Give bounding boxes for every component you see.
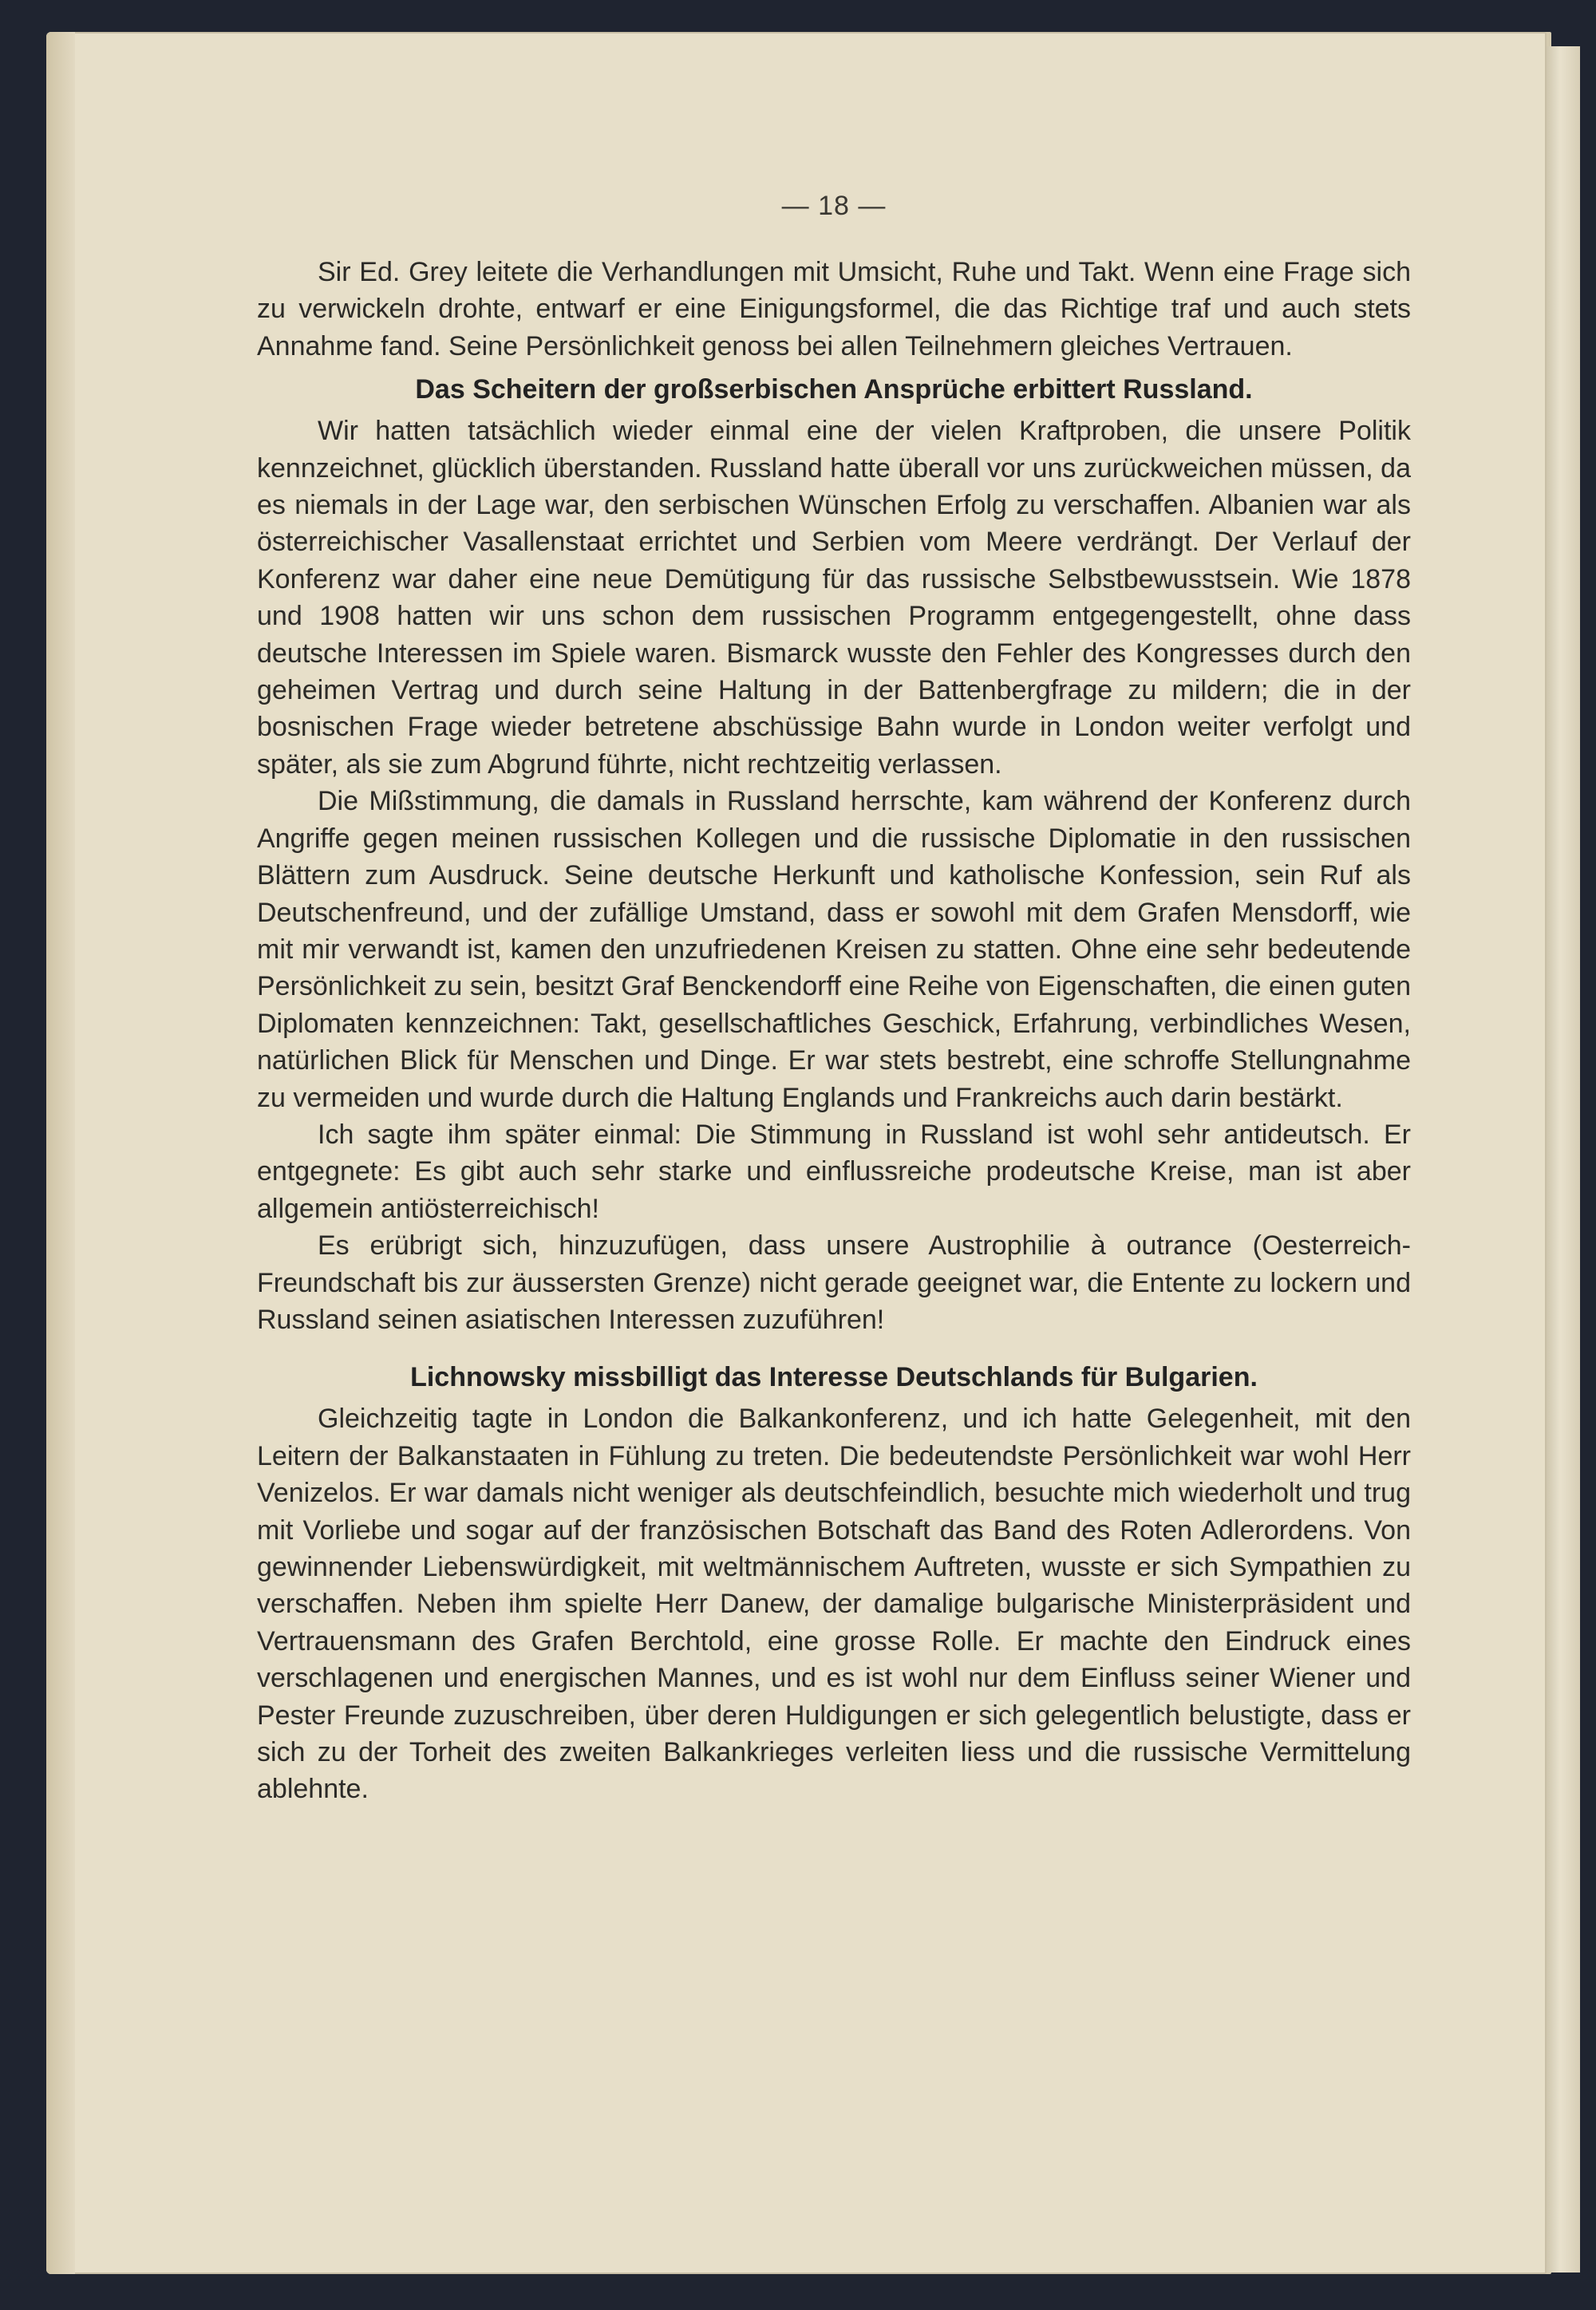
section-heading: Das Scheitern der großserbischen Ansprüche erbittert Russland. <box>415 374 1253 405</box>
page-edge <box>1547 46 1580 2272</box>
paragraph: Es erübrigt sich, hinzuzufügen, dass unsere Austrophilie à outrance (Oesterreich-Freundschaft bis zur äussersten Grenze) nicht gerade geeignet war, die Entente zu lockern und Russland seinen asiatischen Interessen zuzuführen! <box>257 1230 1411 1335</box>
paragraph: Sir Ed. Grey leitete die Verhandlungen mit Umsicht, Ruhe und Takt. Wenn eine Frage sich zu verwickeln drohte, entwarf er eine Einigungsformel, die das Richtige traf und auch stets Annahme fand. Seine Persönlichkeit genoss bei allen Teilnehmern gleiches Vertrauen. <box>257 257 1411 361</box>
paragraph: Gleichzeitig tagte in London die Balkankonferenz, und ich hatte Gelegenheit, mit den Leitern der Balkanstaaten in Fühlung zu treten. Die bedeutendste Persönlichkeit war wohl Herr Venizelos. Er war damals nicht weniger als deutschfeindlich, besuchte mich wiederholt und trug mit Vorliebe und sogar auf der französischen Botschaft das Band des Roten Adlerordens. Von gewinnender Liebenswürdigkeit, mit weltmännischem Auftreten, wusste er sich Sympathien zu verschaffen. Neben ihm spielte Herr Danew, der damalige bulgarische Ministerpräsident und Vertrauensmann des Grafen Berchtold, eine grosse Rolle. Er machte den Eindruck eines verschlagenen und energischen Mannes, und es ist wohl nur dem Einfluss seiner Wiener und Pester Freunde zuzuschreiben, über deren Huldigungen er sich gelegentlich belustigte, dass er sich zu der Torheit des zweiten Balkankrieges verleiten liess und die russische Vermittelung ablehnte. <box>257 1404 1411 1805</box>
paragraph: Wir hatten tatsächlich wieder einmal eine der vielen Kraftproben, die unsere Politik kennzeichnet, glücklich überstanden. Russland hatte überall vor uns zurückweichen müssen, da es niemals in der Lage war, den serbischen Wünschen Erfolg zu verschaffen. Albanien war als österreichischer Vasallenstaat errichtet und Serbien vom Meere verdrängt. Der Verlauf der Konferenz war daher eine neue Demütigung für das russische Selbstbewusstsein. Wie 1878 und 1908 hatten wir uns schon dem russischen Programm entgegengestellt, ohne dass deutsche Interessen im Spiele waren. Bismarck wusste den Fehler des Kongresses durch den geheimen Vertrag und durch seine Haltung in der Battenbergfrage zu mildern; die in der bosnischen Frage wieder betretene abschüssige Bahn wurde in London weiter verfolgt und später, als sie zum Abgrund führte, nicht rechtzeitig verlassen. <box>257 416 1411 780</box>
section-heading: Lichnowsky missbilligt das Interesse Deutschlands für Bulgarien. <box>410 1362 1258 1393</box>
paragraph: Die Mißstimmung, die damals in Russland herrschte, kam während der Konferenz durch Angriffe gegen meinen russischen Kollegen und die russische Diplomatie in den russischen Blättern zum Ausdruck. Seine deutsche Herkunft und katholische Konfession, sein Ruf als Deutschenfreund, und der zufällige Umstand, dass er sowohl mit dem Grafen Mensdorff, wie mit mir verwandt ist, kamen den unzufriedenen Kreisen zu statten. Ohne eine sehr bedeutende Persönlichkeit zu sein, besitzt Graf Benckendorff eine Reihe von Eigenschaften, die einen guten Diplomaten kennzeichnen: Takt, gesellschaftliches Geschick, Erfahrung, verbindliches Wesen, natürlichen Blick für Menschen und Dinge. Er war stets bestrebt, eine schroffe Stellungnahme zu vermeiden und wurde durch die Haltung Englands und Frankreichs auch darin bestärkt. <box>257 786 1411 1113</box>
page-content <box>257 190 1411 1808</box>
paragraph: Ich sagte ihm später einmal: Die Stimmung in Russland ist wohl sehr antideutsch. Er entgegnete: Es gibt auch sehr starke und einflussreiche prodeutsche Kreise, man ist aber allgemein antiösterreichisch! <box>257 1119 1411 1224</box>
page-number: — 18 — <box>781 191 887 221</box>
